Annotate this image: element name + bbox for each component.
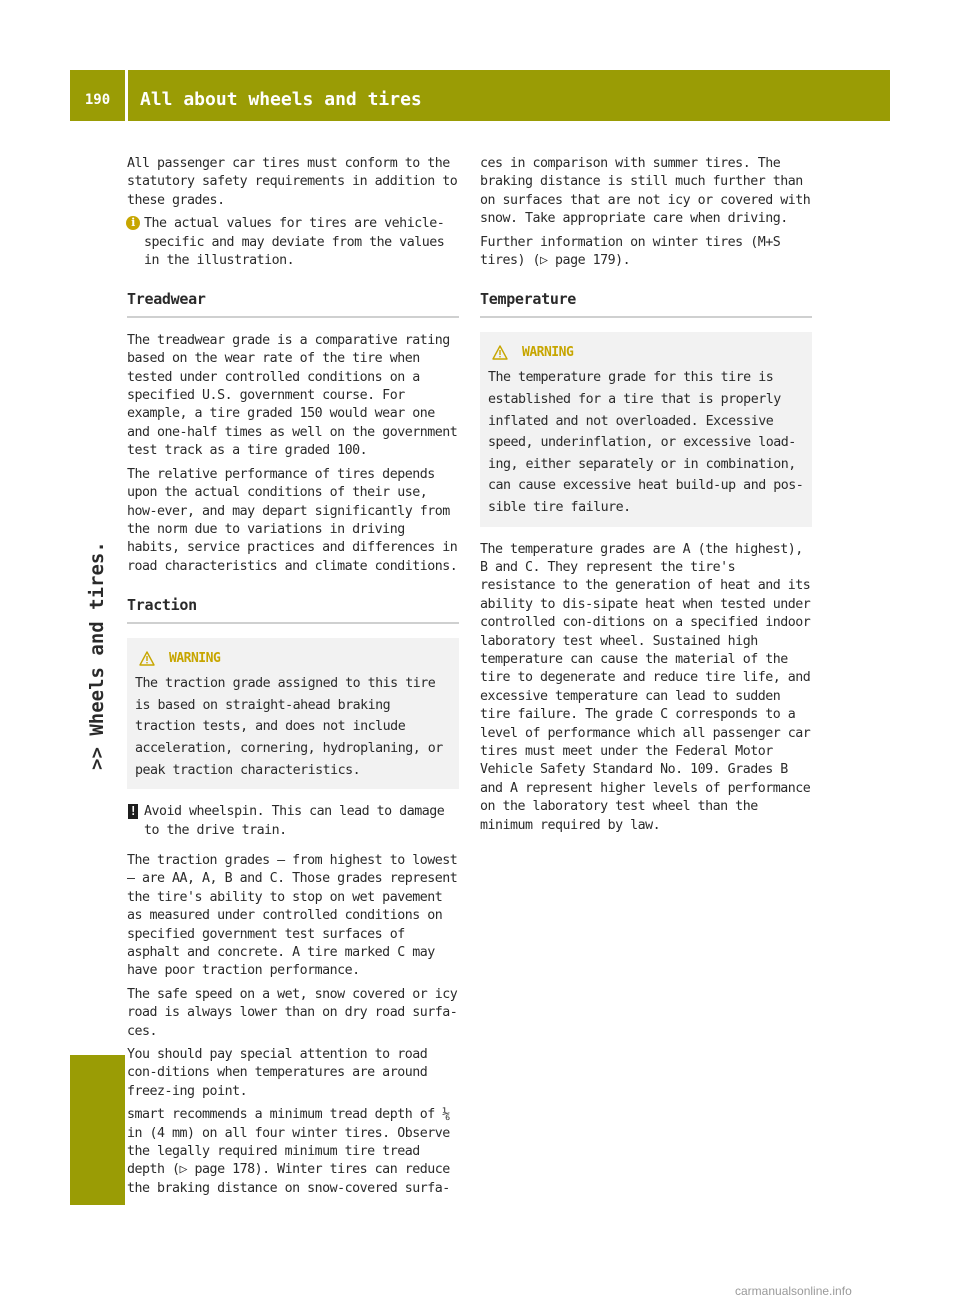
warning-text: The traction grade assigned to this tire is based on straight-ahead braking traction tests, and does not include acceleration, cornering, hydroplaning, or peak traction characteristics. <box>135 676 443 778</box>
traction-heading: Traction <box>127 596 459 623</box>
temperature-warning-box <box>480 332 812 527</box>
continued-paragraph: ces in comparison with summer tires. The braking distance is still much further than on surfaces that are not icy or covered with snow. Take appropriate care when driving. <box>480 156 811 227</box>
info-note-text: The actual values for tires are vehicle-specific and may deviate from the values in the illustration. <box>144 216 445 269</box>
traction-paragraph-1: The traction grades – from highest to lowest – are AA, A, B and C. Those grades represent the tire's ability to stop on wet pavement as measured under controlled conditions on specified government test surfaces of asphalt and concrete. A tire marked C may have poor traction performance. <box>127 852 458 979</box>
traction-paragraph-4: smart recommends a minimum tread depth of ⅙ in (4 mm) on all four winter tires. Observe the legally required minimum tire tread depth (▷ page 178). Winter tires can reduce the braking distance on snow-covered surfa- <box>127 1107 450 1196</box>
treadwear-paragraph-1: The treadwear grade is a comparative rating based on the wear rate of the tire when tested under controlled conditions on a specified U.S. government course. For example, a tire graded 150 would wear one and one-half times as well on the government test track as a tire graded 100. <box>127 332 458 459</box>
header-divider <box>125 70 128 121</box>
warning-title: WARNING <box>135 648 451 670</box>
traction-paragraph-3: You should pay special attention to road con-ditions when temperatures are around freez-ing point. <box>127 1046 428 1099</box>
temperature-paragraph: The temperature grades are A (the highest), B and C. They represent the tire's resistance to the generation of heat and its ability to dis-sipate heat when tested under controlled con-ditions on a specified indoor laboratory test wheel. Sustained high temperature can cause the material of the tire to degenerate and reduce tire life, and excessive temperature can lead to sudden tire failure. The grade C corresponds to a level of performance which all passenger car tires must meet under the Federal Motor Vehicle Safety Standard No. 109. Grades B and A represent higher levels of performance on the laboratory test wheel than the minimum required by law. <box>480 541 811 833</box>
side-tab-label: >> Wheels and tires. <box>86 541 108 770</box>
intro-paragraph: All passenger car tires must conform to the statutory safety requirements in addition to these grades. <box>127 156 458 208</box>
treadwear-heading: Treadwear <box>127 290 459 317</box>
info-icon: i <box>126 216 140 230</box>
page-title: All about wheels and tires <box>140 89 422 110</box>
traction-warning-box <box>127 638 459 790</box>
exclamation-icon: ! <box>129 804 137 819</box>
warning-triangle-icon <box>492 345 508 360</box>
warning-title: WARNING <box>488 342 804 364</box>
caution-note <box>127 803 459 840</box>
right-column <box>480 155 812 840</box>
left-column <box>127 155 459 1203</box>
watermark: carmanualsonline.info <box>735 1284 852 1298</box>
page-number: 190 <box>84 92 111 108</box>
caution-note-text: Avoid wheelspin. This can lead to damage to the drive train. <box>144 804 445 838</box>
traction-paragraph-2: The safe speed on a wet, snow covered or icy road is always lower than on dry road surfa-ces. <box>127 986 458 1039</box>
warning-triangle-icon <box>139 651 155 666</box>
winter-tires-reference: Further information on winter tires (M+S tires) (▷ page 179). <box>480 234 781 269</box>
info-note <box>127 215 459 270</box>
warning-text: The temperature grade for this tire is established for a tire that is properly inflated and not overloaded. Excessive speed, underinflation, or excessive load-ing, either separately or in combination, can cause excessive heat build-up and pos-sible tire failure. <box>488 370 804 515</box>
treadwear-paragraph-2: The relative performance of tires depends upon the actual conditions of their use, how-ever, and may depart significantly from the norm due to variations in driving habits, service practices and differences in road characteristics and climate conditions. <box>127 466 458 574</box>
side-tab-block <box>70 1055 125 1205</box>
temperature-heading: Temperature <box>480 290 812 317</box>
